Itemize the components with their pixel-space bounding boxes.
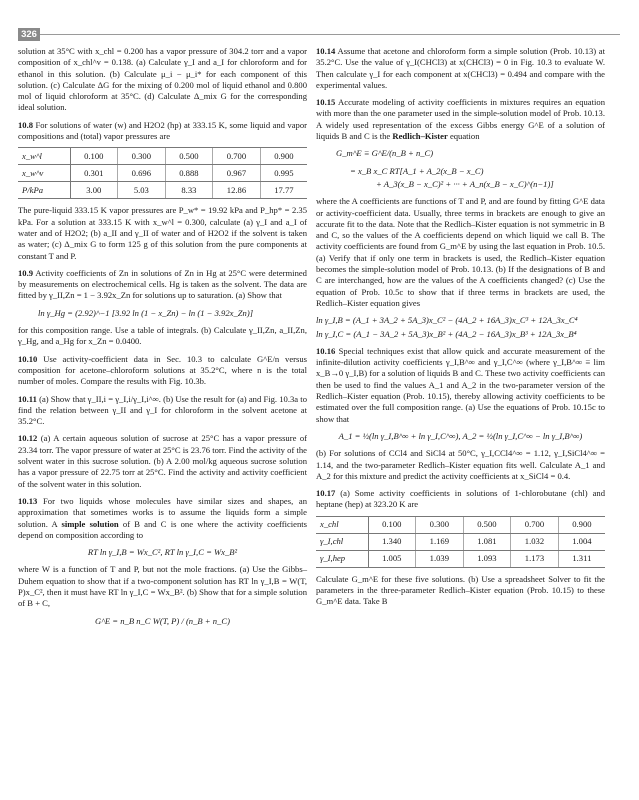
page-number: 326 — [18, 28, 40, 41]
problem-number: 10.10 — [18, 353, 38, 364]
table-cell: 0.995 — [260, 165, 307, 182]
table-water-h2o2 — [18, 147, 307, 199]
problem-number: 10.15 — [316, 97, 336, 108]
problem-10-16-continued: (b) For solutions of CCl4 and SiCl4 at 50°C, γ_I,CCl4^∞ = 1.12, γ_I,SiCl4^∞ = 1.14, and the two-parameter Redlich–Kister equation fits well. Calculate A_1 and A_2 for this mixture and predict the activity coefficients at x_SiCl4 = 0.4. — [316, 448, 605, 481]
problem-text: Activity coefficients of Zn in solutions of Zn in Hg at 25°C were determined by measurements on electrochemical cells. Hg is taken as the solvent. The data are fitted by γ_II,Zn = 1 − 3.92x_Zn for solutions up to saturation. (a) Show that — [18, 267, 307, 301]
left-column — [18, 46, 307, 633]
table-cell: 1.039 — [416, 550, 464, 567]
table-cell: 1.169 — [416, 533, 464, 550]
equation: ln γ_I,C = (A_1 − 3A_2 + 5A_3)x_B² + (4A_2 − 16A_3)x_B³ + 12A_3x_B⁴ — [316, 328, 577, 339]
table-cell: 5.03 — [118, 182, 166, 199]
problem-number: 10.13 — [18, 495, 38, 506]
table-cell: 0.700 — [213, 148, 261, 165]
problem-10-14 — [316, 46, 605, 91]
problem-text: For solutions of water (w) and H2O2 (hp) at 333.15 K, some liquid and vapor compositions and (total) vapor pressures are — [18, 119, 307, 142]
problem-text: (a) Show that γ_II,i = γ_I,i/γ_I,i^∞. (b) Use the result for (a) and Fig. 10.3a to find the relation between γ_II and γ_I for chloroform in the solvent acetone at 35.2°C. — [18, 393, 307, 427]
table-cell: 1.340 — [368, 533, 416, 550]
problem-number: 10.12 — [18, 433, 38, 444]
problem-text: of B and C is one where the activity coefficients depend on composition according to — [18, 518, 308, 540]
header-rule — [40, 34, 620, 35]
table-row — [316, 533, 605, 550]
table-cell: 1.311 — [558, 550, 605, 567]
row-label: γ_I,chl — [316, 533, 368, 550]
problem-text: Assume that acetone and chloroform form a simple solution (Prob. 10.13) at 35.2°C. Use the value of γ_I(CHCl3) at x(CHCl3) = 0 in Fig. 10.3 to evaluate W. Then calculate γ_I for each component at x(CHCl3) = 0.494 and compare with the experimental values. — [316, 46, 605, 90]
table-cell: 1.093 — [463, 550, 511, 567]
problem-10-9 — [18, 268, 307, 302]
table-cell: 0.696 — [118, 165, 166, 182]
equation: = x_B x_C RT[A_1 + A_2(x_B − x_C) — [350, 165, 484, 176]
problem-10-11 — [18, 394, 307, 428]
equation: + A_3(x_B − x_C)² + ··· + A_n(x_B − x_C)^(n−1)] — [376, 178, 554, 189]
problem-text: For two liquids whose molecules have similar sizes and shapes, an approximation that sometimes works is to assume the liquids form a simple solution. A — [18, 495, 307, 529]
problem-10-15 — [316, 97, 605, 142]
problem-number: 10.14 — [316, 46, 336, 56]
problem-number: 10.8 — [18, 119, 34, 130]
problem-10-7-continued: solution at 35°C with x_chl = 0.200 has a vapor pressure of 304.2 torr and a vapor composition of x_chl^v = 0.138. (a) Calculate γ_I and a_I for chloroform and for ethanol in this solution. (b) Calculate μ_i − μ_i* for each component of this solution. (c) Calculate ΔG for the mixing of 0.200 mol of liquid ethanol and 0.800 mol of liquid chloroform at 35°C. (d) Calculate Δ_mix G for the corresponding ideal solution. — [18, 46, 307, 113]
table-row — [316, 550, 605, 567]
equation: G^E = n_B n_C W(T, P) / (n_B + n_C) — [95, 615, 230, 626]
table-cell: 1.004 — [558, 533, 605, 550]
row-label: x_w^l — [18, 148, 70, 165]
table-cell: 1.005 — [368, 550, 416, 567]
row-label: x_chl — [316, 516, 368, 533]
problem-number: 10.16 — [316, 345, 336, 356]
problem-10-12 — [18, 433, 307, 489]
table-cell: 1.173 — [511, 550, 559, 567]
row-label: P/kPa — [18, 182, 70, 199]
problem-number: 10.9 — [18, 267, 34, 278]
table-cell: 0.700 — [511, 516, 559, 533]
table-cell: 0.100 — [368, 516, 416, 533]
table-cell: 0.500 — [463, 516, 511, 533]
row-label: γ_I,hep — [316, 550, 368, 567]
table-cell: 1.032 — [511, 533, 559, 550]
table-cell: 17.77 — [260, 182, 307, 199]
equation: ln γ_Hg = (2.92)^−1 [3.92 ln (1 − x_Zn) − ln (1 − 3.92x_Zn)] — [38, 307, 254, 318]
table-cell: 0.888 — [165, 165, 213, 182]
problem-text: (a) Some activity coefficients in solutions of 1-chlorobutane (chl) and heptane (hep) at 323.20 K are — [316, 488, 605, 510]
table-cell: 0.900 — [260, 148, 307, 165]
problem-text: equation — [449, 131, 480, 142]
term-simple-solution: simple solution — [61, 518, 119, 529]
problem-text: Use activity-coefficient data in Sec. 10.3 to calculate G^E/n versus composition for acetone–chloroform solutions at 35.2°C, where n is the total number of moles. Compare the results with Fig. 10.3b. — [18, 353, 307, 387]
table-row — [316, 516, 605, 533]
problem-10-8-continued: The pure-liquid 333.15 K vapor pressures are P_w* = 19.92 kPa and P_hp* = 2.35 kPa. For a solution at 333.15 K with x_w^l = 0.300, calculate (a) γ_I and a_I of water and of H2O2; (b) a_II and γ_II of water and of H2O2 if the solvent is taken as water; (c) Δ_mix G to form 125 g of this solution from the pure components at constant T and P. — [18, 205, 307, 261]
table-cell: 0.300 — [416, 516, 464, 533]
problem-10-10 — [18, 354, 307, 388]
problem-10-13 — [18, 496, 307, 541]
row-label: x_w^v — [18, 165, 70, 182]
problem-text: Accurate modeling of activity coefficients in mixtures requires an equation with more than the one parameter used in the simple-solution model of Prob. 10.13. A widely used representation of the excess Gibbs energy G^E of a solution of liquids B and C is the — [316, 97, 605, 142]
problem-number: 10.11 — [18, 393, 37, 404]
equation: RT ln γ_I,B = Wx_C², RT ln γ_I,C = Wx_B² — [87, 547, 238, 558]
table-cell: 8.33 — [165, 182, 213, 199]
table-cell: 0.301 — [70, 165, 118, 182]
table-chlorobutane-heptane — [316, 516, 605, 568]
table-cell: 0.500 — [165, 148, 213, 165]
equation: ln γ_I,B = (A_1 + 3A_2 + 5A_3)x_C² − (4A_2 + 16A_3)x_C³ + 12A_3x_C⁴ — [316, 315, 578, 326]
problem-10-17-continued: Calculate G_m^E for these five solutions. (b) Use a spreadsheet Solver to fit the parameters in the three-parameter Redlich–Kister equation (Prob. 10.15) to these G_m^E data. Take B — [316, 573, 605, 607]
term-redlich-kister: Redlich–Kister — [392, 131, 448, 142]
problem-10-17 — [316, 488, 605, 511]
equation: G_m^E ≡ G^E/(n_B + n_C) — [336, 148, 434, 159]
table-cell: 0.100 — [70, 148, 118, 165]
problem-10-13-continued: where W is a function of T and P, but not the mole fractions. (a) Use the Gibbs–Duhem equation to show that if a two-component solution has RT ln γ_I,B = W(T, P)x_C², then it must have RT ln γ_I,C = Wx_B². (b) Show that for a simple solution of B + C, — [18, 564, 307, 609]
table-cell: 1.081 — [463, 533, 511, 550]
problem-10-9-continued: for this composition range. Use a table of integrals. (b) Calculate γ_II,Zn, a_II,Zn, γ_Hg, and a_Hg for x_Zn = 0.0400. — [18, 325, 307, 347]
right-column — [316, 46, 605, 608]
table-cell: 0.967 — [213, 165, 261, 182]
table-cell: 0.300 — [118, 148, 166, 165]
problem-text: Special techniques exist that allow quick and accurate measurement of the infinite-dilution activity coefficients γ_I,B^∞ and γ_I,C^∞ (where γ_I,B^∞ ≡ lim x_B→0 γ_I,B) for a solution of liquids B and C. These two activity coefficients can then be used to find the values A_1 and A_2 in the two-parameter version of the Redlich–Kister equation (Prob. 10.15), thereby allowing activity coefficients to be estimated over the full composition range. (a) Use the equations of Prob. 10.15c to show that — [316, 345, 605, 424]
table-row — [18, 182, 307, 199]
table-cell: 12.86 — [213, 182, 261, 199]
problem-text: (a) A certain aqueous solution of sucrose at 25°C has a vapor pressure of 23.34 torr. The vapor pressure of water at 25°C is 23.76 torr. Find the activity of the solvent water in this sucrose solution. (b) A 2.00 mol/kg aqueous sucrose solution has a vapor pressure of 22.75 torr at 25°C. Find the activity and activity coefficient of the solvent water in this solution. — [18, 433, 307, 489]
problem-10-15-continued: where the A coefficients are functions of T and P, and are found by fitting G^E data or activity-coefficient data. Usually, three terms in brackets are enough to give an accurate fit to the data. Note that the Redlich–Kister equation is not symmetric in B and C, so the values of the A coefficients depend on which liquid we call B. The activity coefficients are found from G_m^E by using the last equation in Prob. 10.5. (a) Verify that if only one term in brackets is used, the Redlich–Kister equation becomes the simple-solution model of Prob. 10.13. (b) If the designations of B and C are interchanged, how are the values of the A coefficients changed? (c) Use the equation of Prob. 10.5c to show that if three terms in brackets are used, the Redlich–Kister equation gives — [316, 196, 605, 308]
problem-10-16 — [316, 346, 605, 425]
equation: A_1 = ½(ln γ_I,B^∞ + ln γ_I,C^∞), A_2 = ½(ln γ_I,C^∞ − ln γ_I,B^∞) — [338, 430, 583, 441]
table-cell: 3.00 — [70, 182, 118, 199]
problem-number: 10.17 — [316, 488, 336, 499]
problem-10-8 — [18, 120, 307, 143]
table-cell: 0.900 — [558, 516, 605, 533]
table-row — [18, 148, 307, 165]
table-row — [18, 165, 307, 182]
